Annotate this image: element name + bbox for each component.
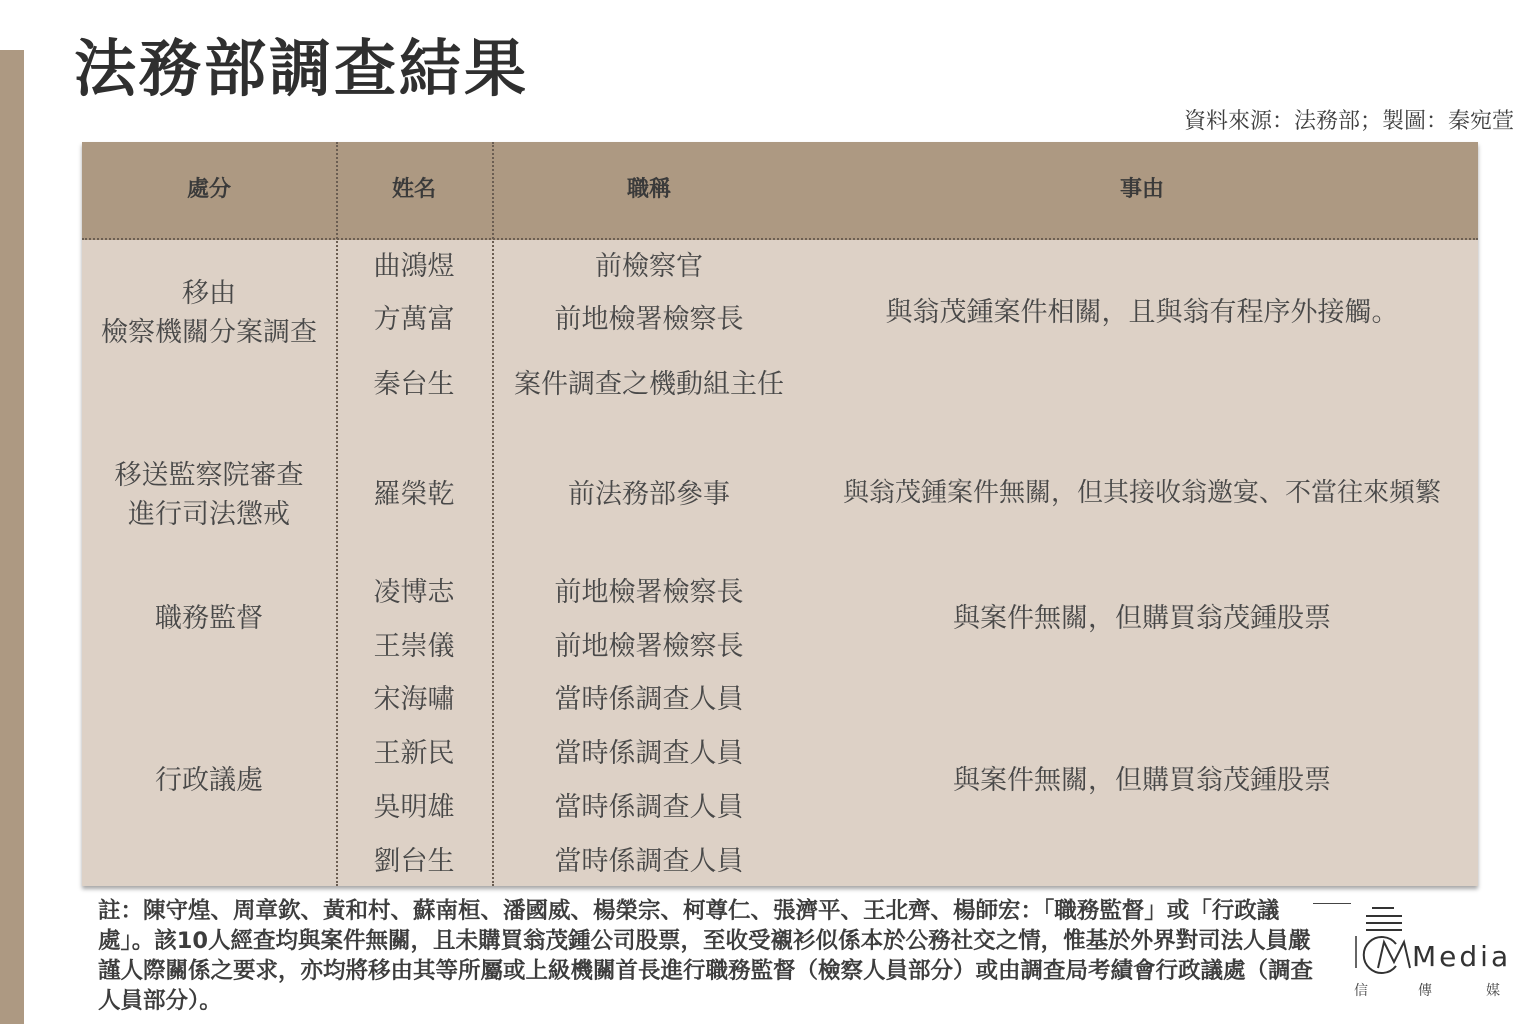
- title-cell: 當時係調查人員: [554, 846, 744, 877]
- penalty-cell: [82, 274, 336, 352]
- name-cell: 秦台生: [373, 369, 455, 400]
- title-cell: 前檢察官: [595, 251, 703, 282]
- footnote-rule: [1313, 903, 1351, 904]
- logo-wordmark: Media: [1412, 940, 1512, 973]
- name-cell: 吳明雄: [373, 792, 455, 823]
- penalty-cell: 職務監督: [155, 603, 263, 634]
- title-cell: 當時係調查人員: [554, 792, 744, 823]
- header-reason: 事由: [1119, 177, 1164, 202]
- name-cell: 曲鴻煜: [373, 251, 455, 282]
- penalty-line: 進行司法懲戒: [128, 499, 290, 531]
- logo-char: 信: [1354, 983, 1368, 999]
- header-penalty: 處分: [186, 177, 231, 202]
- header-title: 職稱: [626, 177, 671, 202]
- penalty-line: 移由: [182, 278, 236, 309]
- reason-cell: 與翁茂鍾案件相關，且與翁有程序外接觸。: [885, 297, 1399, 328]
- reason-cell: 與案件無關，但購買翁茂鍾股票: [953, 603, 1331, 634]
- name-cell: 王新民: [373, 738, 455, 769]
- penalty-cell: 行政議處: [155, 765, 263, 796]
- penalty-line: 檢察機關分案調查: [101, 317, 317, 349]
- title-cell: 前地檢署檢察長: [554, 577, 744, 608]
- name-cell: 凌博志: [373, 577, 455, 608]
- penalty-line: 移送監察院審查: [114, 460, 304, 491]
- page-title: 法務部調查結果: [74, 32, 530, 105]
- reason-cell: 與案件無關，但購買翁茂鍾股票: [953, 765, 1331, 796]
- name-cell: 宋海嘯: [373, 684, 455, 715]
- name-cell: 王崇儀: [373, 631, 455, 662]
- title-cell: 當時係調查人員: [554, 738, 744, 769]
- title-cell: 前法務部參事: [568, 479, 730, 510]
- penalty-cell: [82, 456, 336, 534]
- logo-char: 傳: [1418, 983, 1432, 999]
- title-cell: 案件調查之機動組主任: [514, 369, 784, 400]
- name-cell: 方萬富: [373, 304, 455, 335]
- name-cell: 劉台生: [373, 846, 455, 877]
- title-cell: 前地檢署檢察長: [554, 304, 744, 335]
- table-header: [82, 142, 1478, 240]
- logo-char: 媒: [1486, 983, 1500, 999]
- name-cell: 羅榮乾: [373, 479, 455, 510]
- title-cell: 前地檢署檢察長: [554, 631, 744, 662]
- header-name: 姓名: [391, 177, 436, 202]
- source-credit: 資料來源：法務部；製圖：秦宛萱: [1183, 109, 1514, 134]
- title-cell: 當時係調查人員: [554, 684, 744, 715]
- results-table: [82, 142, 1478, 886]
- side-accent-bar: [0, 50, 24, 1024]
- reason-cell: 與翁茂鍾案件無關，但其接收翁邀宴、不當往來頻繁: [842, 478, 1441, 508]
- footnote: 註：陳守煌、周章欽、黃和村、蘇南桓、潘國威、楊榮宗、柯尊仁、張濟平、王北齊、楊師宏：「職務監督」或「行政議處」。該10人經查均與案件無關，且未購買翁茂鍾公司股票，至收受襯衫似係本於公務社交之情，惟基於外界對司法人員嚴謹人際關係之要求，亦均將移由其等所屬或上級機關首長進行職務監督（檢察人員部分）或由調查局考績會行政議處（調查人員部分）。: [98, 898, 1314, 1014]
- media-logo: [1350, 896, 1510, 1006]
